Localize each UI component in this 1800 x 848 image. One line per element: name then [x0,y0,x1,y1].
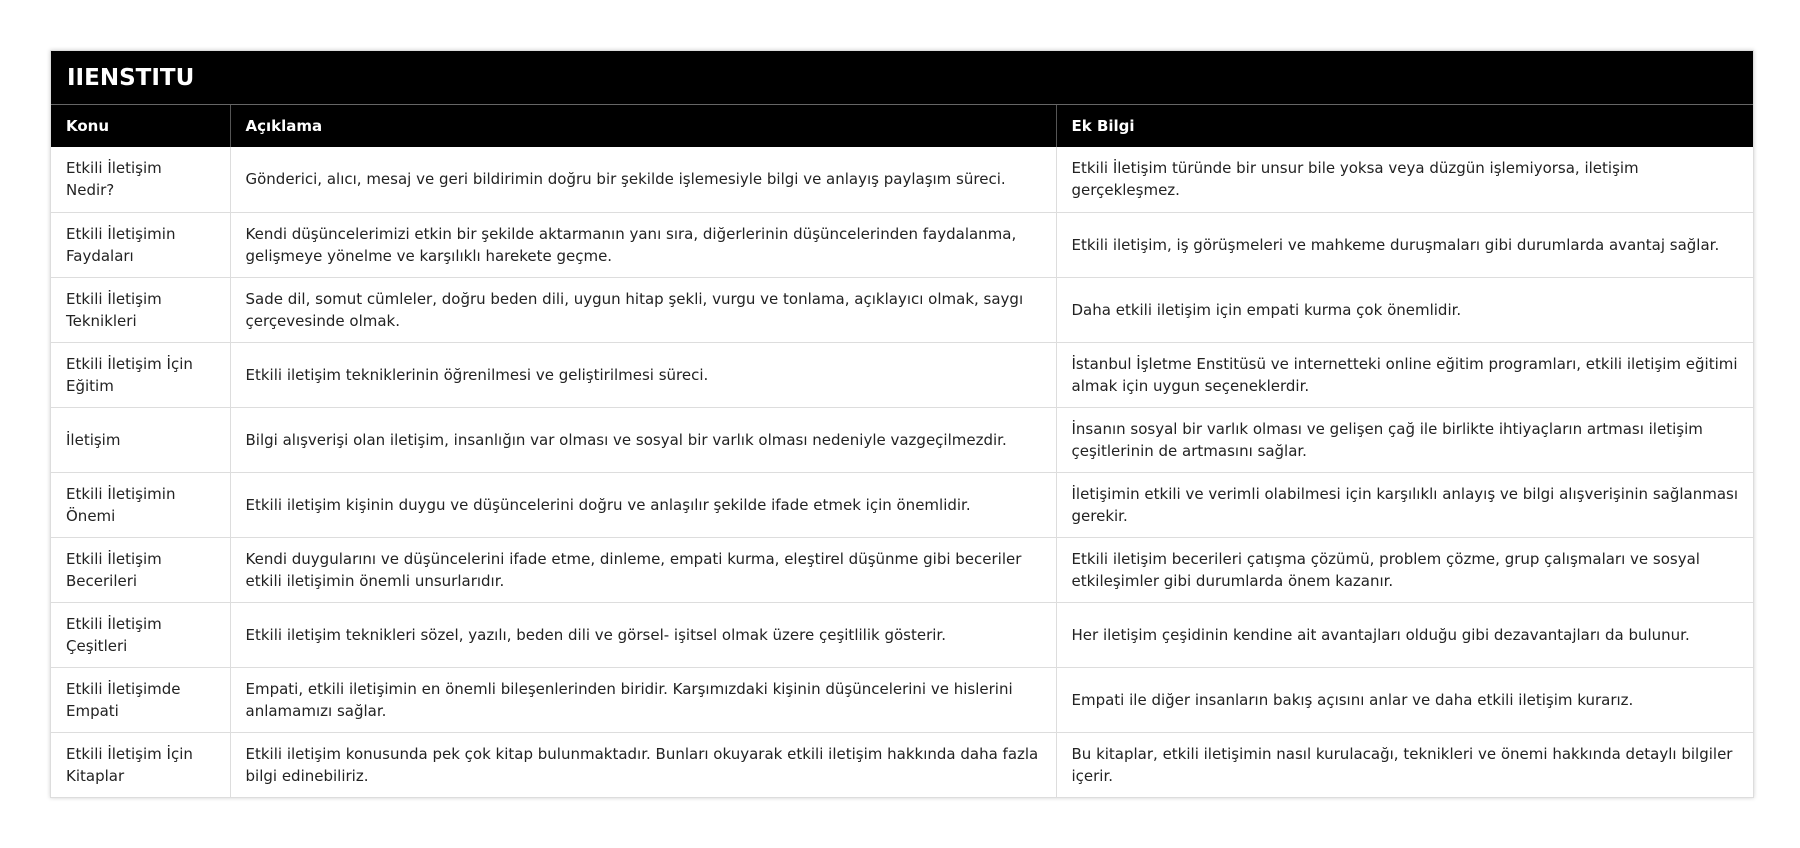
cell-konu: Etkili İletişim Çeşitleri [51,602,230,667]
cell-ek-bilgi: Bu kitaplar, etkili iletişimin nasıl kurulacağı, teknikleri ve önemi hakkında detaylı bilgiler içerir. [1071,744,1733,785]
column-header-aciklama: Açıklama [230,105,1056,147]
cell-ek-bilgi: Her iletişim çeşidinin kendine ait avantajları olduğu gibi dezavantajları da bulunur. [1056,602,1753,667]
cell-ek-bilgi: Daha etkili iletişim için empati kurma çok önemlidir. [1056,277,1753,342]
cell-aciklama: Etkili iletişim kişinin duygu ve düşüncelerini doğru ve anlaşılır şekilde ifade etmek için önemlidir. [230,472,1056,537]
cell-aciklama: Etkili iletişim konusunda pek çok kitap bulunmaktadır. Bunları okuyarak etkili iletişim hakkında daha fazla bilgi edinebiliriz. [230,732,1056,797]
cell-ek-bilgi: Etkili iletişim, iş görüşmeleri ve mahkeme duruşmaları gibi durumlarda avantaj sağlar. [1056,212,1753,277]
cell-aciklama: Etkili iletişim teknikleri sözel, yazılı, beden dili ve görsel- işitsel olmak üzere çeşitlilik gösterir. [230,602,1056,667]
cell-aciklama: Kendi duygularını ve düşüncelerini ifade etme, dinleme, empati kurma, eleştirel düşünme gibi beceriler etkili iletişimin önemli unsurlarıdır. [230,537,1056,602]
content-table-container [50,50,1754,798]
table-row [51,212,1753,277]
cell-konu: İletişim [51,407,230,472]
column-header-konu: Konu [51,105,230,147]
table-row [51,147,1753,212]
cell-konu: Etkili İletişim Becerileri [51,537,230,602]
cell-aciklama: Sade dil, somut cümleler, doğru beden dili, uygun hitap şekli, vurgu ve tonlama, açıklayıcı olmak, saygı çerçevesinde olmak. [230,277,1056,342]
cell-ek-bilgi: Empati ile diğer insanların bakış açısını anlar ve daha etkili iletişim kurarız. [1056,667,1753,732]
table-header [51,105,1753,147]
cell-ek-bilgi: İnsanın sosyal bir varlık olması ve gelişen çağ ile birlikte ihtiyaçların artması iletişim çeşitlerinin de artmasını sağlar. [1056,407,1753,472]
table-row [51,342,1753,407]
cell-aciklama: Empati, etkili iletişimin en önemli bileşenlerinden biridir. Karşımızdaki kişinin düşüncelerini ve hislerini anlamamızı sağlar. [230,667,1056,732]
cell-konu: Etkili İletişim Nedir? [51,147,230,212]
table-row [51,472,1753,537]
table-row [51,277,1753,342]
table-row [51,732,1753,797]
info-table [51,51,1753,797]
cell-konu: Etkili İletişimin Faydaları [51,212,230,277]
cell-ek-bilgi: İstanbul İşletme Enstitüsü ve internetteki online eğitim programları, etkili iletişim eğitimi almak için uygun seçeneklerdir. [1056,342,1753,407]
cell-ek-bilgi: Etkili İletişim türünde bir unsur bile yoksa veya düzgün işlemiyorsa, iletişim gerçekleşmez. [1056,147,1753,212]
cell-ek-bilgi: Etkili iletişim becerileri çatışma çözümü, problem çözme, grup çalışmaları ve sosyal etkileşimler gibi durumlarda önem kazanır. [1056,537,1753,602]
cell-konu: Etkili İletişimde Empati [51,667,230,732]
table-row [51,667,1753,732]
cell-konu: Etkili İletişim İçin Kitaplar [51,732,230,797]
table-body [51,147,1753,797]
cell-aciklama: Gönderici, alıcı, mesaj ve geri bildirimin doğru bir şekilde işlemesiyle bilgi ve anlayış paylaşım süreci. [230,147,1056,212]
table-title: IIENSTITU [51,51,1753,105]
cell-konu: Etkili İletişim Teknikleri [51,277,230,342]
table-row [51,407,1753,472]
cell-konu: Etkili İletişim İçin Eğitim [51,342,230,407]
cell-aciklama: Kendi düşüncelerimizi etkin bir şekilde aktarmanın yanı sıra, diğerlerinin düşüncelerinden faydalanma, gelişmeye yönelme ve karşılıklı harekete geçme. [230,212,1056,277]
cell-aciklama: Bilgi alışverişi olan iletişim, insanlığın var olması ve sosyal bir varlık olması nedeniyle vazgeçilmezdir. [230,407,1056,472]
table-row [51,602,1753,667]
column-header-ek-bilgi: Ek Bilgi [1056,105,1753,147]
table-row [51,537,1753,602]
cell-ek-bilgi: İletişimin etkili ve verimli olabilmesi için karşılıklı anlayış ve bilgi alışverişinin sağlanması gerekir. [1056,472,1753,537]
cell-aciklama: Etkili iletişim tekniklerinin öğrenilmesi ve geliştirilmesi süreci. [230,342,1056,407]
cell-konu: Etkili İletişimin Önemi [51,472,230,537]
header-row [51,105,1753,147]
